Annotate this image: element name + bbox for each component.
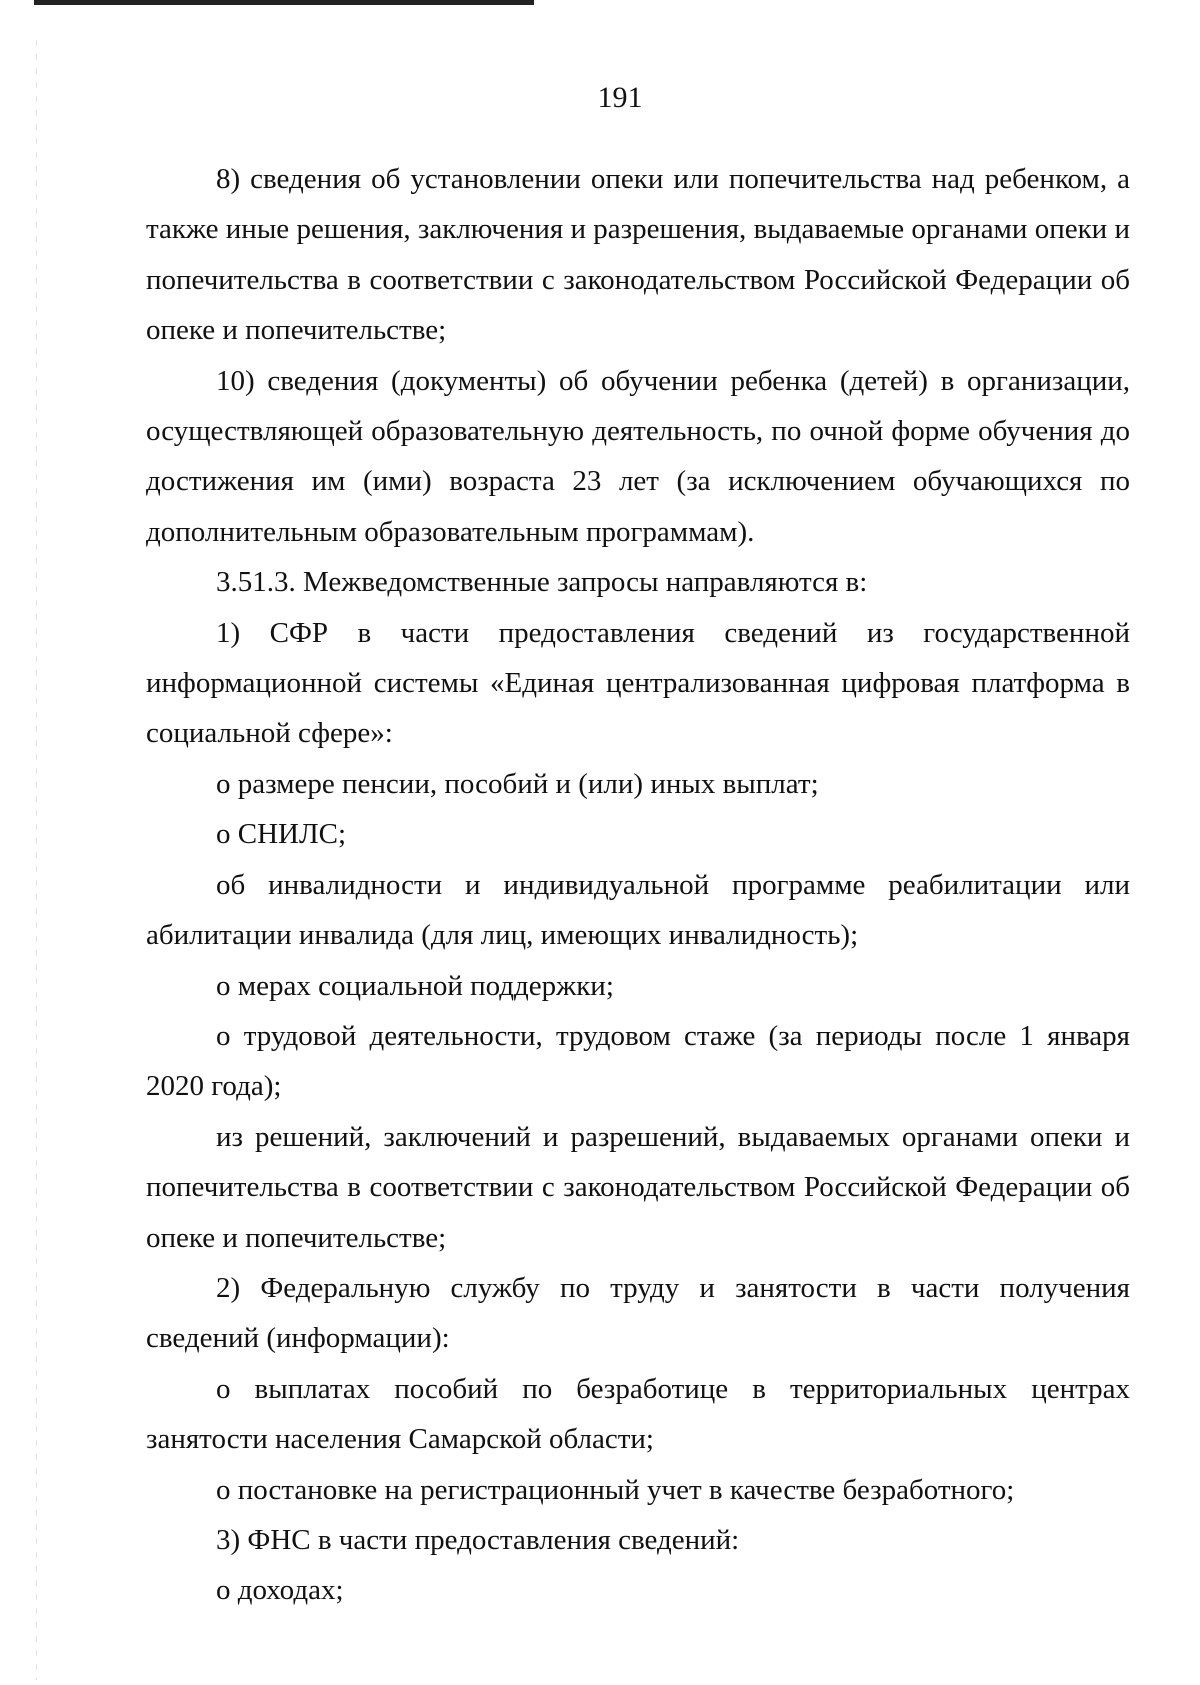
paragraph-item-3-fns: 3) ФНС в части предоставления сведений: xyxy=(216,1523,740,1556)
top-border-line xyxy=(34,0,534,5)
paragraph-social-support: о мерах социальной поддержки; xyxy=(216,969,614,1002)
paragraph-disability: об инвалидности и индивидуальной программе реабилитации или абилитации инвалида (для лиц, имеющих инвалидность); xyxy=(146,868,1130,952)
paragraph-unemployed-registration: о постановке на регистрационный учет в качестве безработного; xyxy=(216,1473,1015,1506)
paragraph-item-8-guardianship: 8) сведения об установлении опеки или попечительства над ребенком, а также иные решения, заключения и разрешения, выдаваемые органами опеки и попечительства в соответствии с законодательством Российской Федерации об опеке и попечительстве; xyxy=(146,163,1130,347)
paragraph-item-2-labor-service: 2) Федеральную службу по труду и занятости в части получения сведений (информации): xyxy=(146,1271,1130,1355)
scan-edge-marks xyxy=(36,40,37,1680)
paragraph-pension-size: о размере пенсии, пособий и (или) иных выплат; xyxy=(216,767,819,800)
paragraph-snils: о СНИЛС; xyxy=(216,818,347,851)
document-body xyxy=(146,154,1130,1616)
paragraph-guardianship-decisions: из решений, заключений и разрешений, выдаваемых органами опеки и попечительства в соответствии с законодательством Российской Федерации об опеке и попечительстве; xyxy=(146,1120,1130,1254)
paragraph-item-1-sfr: 1) СФР в части предоставления сведений из государственной информационной системы «Единая централизованная цифровая платформа в социальной сфере»: xyxy=(146,616,1130,750)
paragraph-unemployment-benefits: о выплатах пособий по безработице в территориальных центрах занятости населения Самарской области; xyxy=(146,1372,1130,1456)
page-number: 191 xyxy=(597,81,643,114)
paragraph-income: о доходах; xyxy=(216,1574,344,1607)
paragraph-item-10-education: 10) сведения (документы) об обучении ребенка (детей) в организации, осуществляющей образовательную деятельность, по очной форме обучения до достижения им (ими) возраста 23 лет (за исключением обучающихся по дополнительным образовательным программам). xyxy=(146,364,1130,548)
paragraph-work-experience: о трудовой деятельности, трудовом стаже (за периоды после 1 января 2020 года); xyxy=(146,1019,1130,1103)
paragraph-section-3-51-3: 3.51.3. Межведомственные запросы направляются в: xyxy=(216,566,868,599)
